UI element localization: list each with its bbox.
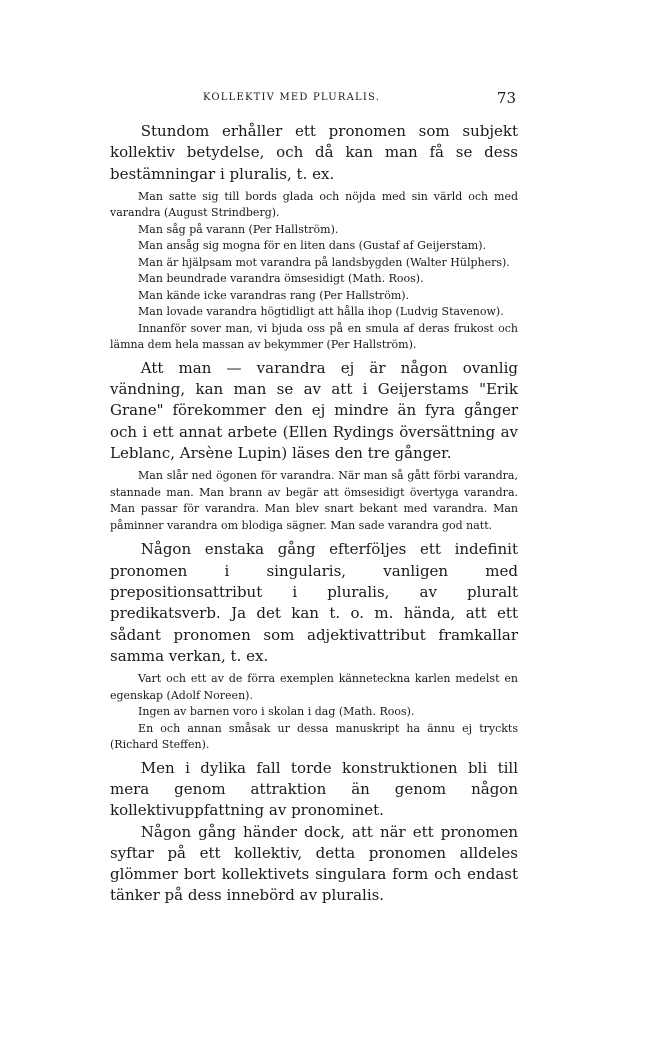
example-sentence: Man ansåg sig mogna för en liten dans (Gustaf af Geijerstam). [138, 239, 486, 253]
example-sentence: Man är hjälpsam mot varandra på landsbygden (Walter Hülphers). [138, 255, 510, 269]
running-title: KOLLEKTIV MED PLURALIS. [203, 92, 381, 103]
page-body [110, 121, 518, 907]
example-sentence: Man slår ned ögonen för varandra. När man så gått förbi varandra, stannade man. Man brann av begär att ömsesidigt övertyga varandra. Man passar för varandra. Man blev snart bekant med varandra. Man påminner varandra om blodiga sägner. Man sade varandra god natt. [110, 469, 518, 532]
body-paragraph: Någon enstaka gång efterföljes ett indefinit pronomen i singularis, vanligen med prepositionsattribut i pluralis, av pluralt predikatsverb. Ja det kan t. o. m. hända, att ett sådant pronomen som adjektivattribut framkallar samma verkan, t. ex. [110, 540, 518, 665]
example-sentence: Man kände icke varandras rang (Per Hallström). [138, 288, 410, 302]
example-sentence: Man lovade varandra högtidligt att hålla ihop (Ludvig Stavenow). [138, 305, 504, 319]
body-paragraph: Någon gång händer dock, att när ett pronomen syftar på ett kollektiv, detta pronomen alldeles glömmer bort kollektivets singulara form och endast tänker på dess innebörd av pluralis. [110, 822, 518, 905]
example-sentence: Vart och ett av de förra exemplen känneteckna karlen medelst en egenskap (Adolf Noreen). [110, 672, 518, 702]
body-paragraph: Men i dylika fall torde konstruktionen bli till mera genom attraktion än genom någon kollektivuppfattning av pronominet. [110, 758, 518, 820]
example-sentence: En och annan småsak ur dessa manuskript ha ännu ej tryckts (Richard Steffen). [110, 721, 518, 752]
body-paragraph: Stundom erhåller ett pronomen som subjekt kollektiv betydelse, och då kan man få se dess bestämningar i pluralis, t. ex. [110, 122, 518, 183]
example-sentence: Ingen av barnen voro i skolan i dag (Math. Roos). [138, 705, 415, 719]
example-sentence: Man såg på varann (Per Hallström). [138, 222, 339, 236]
body-paragraph: Att man — varandra ej är någon ovanlig vändning, kan man se av att i Geijerstams "Erik Grane" förekommer den ej mindre än fyra gånger och i ett annat arbete (Ellen Rydings översättning av Leblanc, Arsène Lupin) läses den tre gånger. [110, 358, 518, 463]
example-sentence: Man satte sig till bords glada och nöjda med sin värld och med varandra (August Strindberg). [110, 189, 518, 220]
example-sentence: Man beundrade varandra ömsesidigt (Math. Roos). [138, 272, 424, 286]
example-sentence: Innanför sover man, vi bjuda oss på en smula af deras frukost och lämna dem hela massan av bekymmer (Per Hallström). [110, 321, 518, 352]
page-number: 73 [496, 89, 516, 107]
